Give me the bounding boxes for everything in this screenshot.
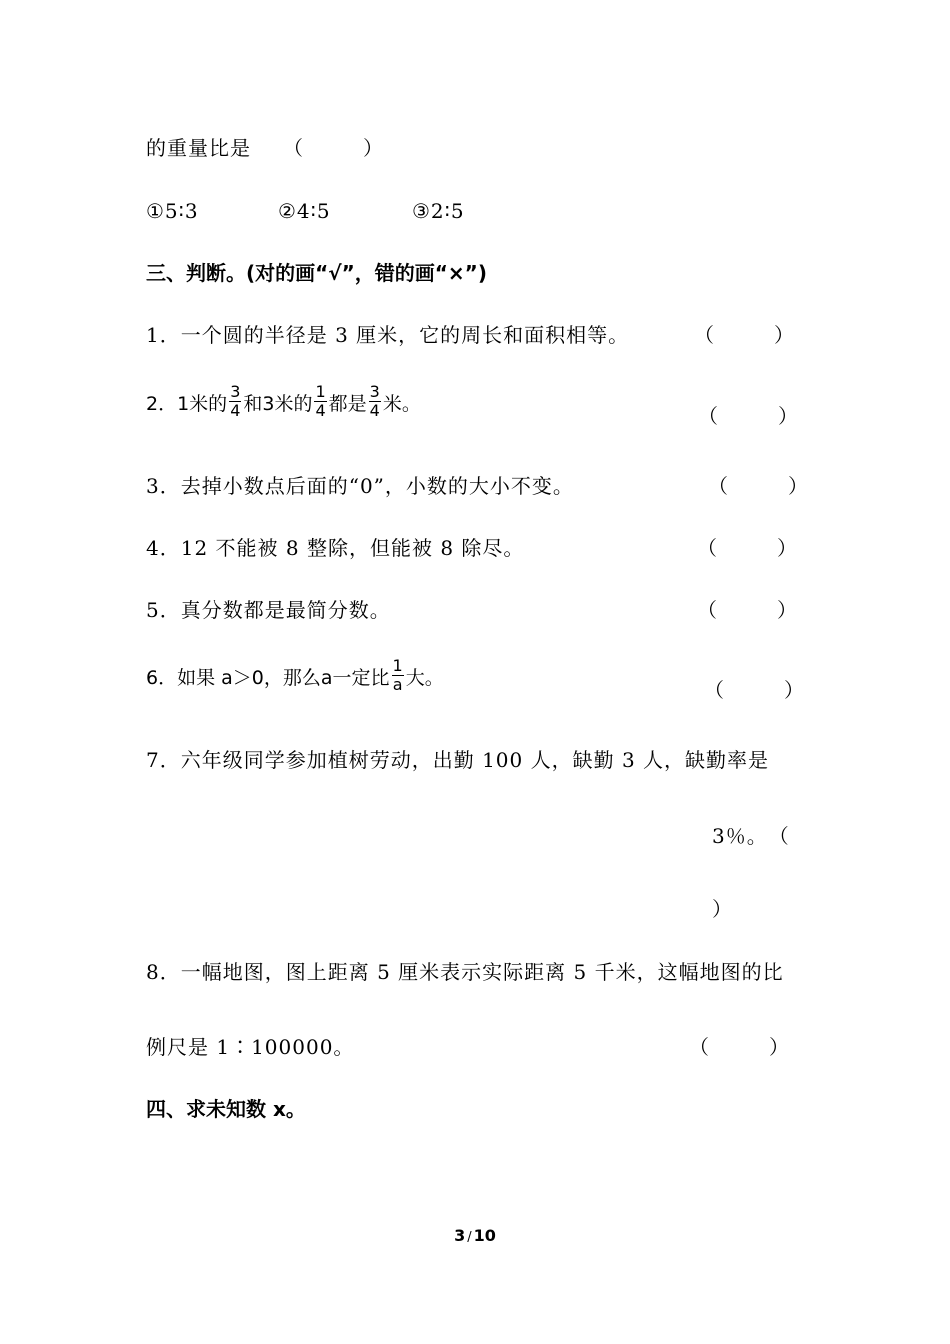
fraction-numerator: 3 — [369, 382, 380, 401]
judge-paren-6: （ ） — [704, 678, 804, 702]
question-tail-text: 的重量比是 — [146, 136, 251, 160]
judge-item-2 — [146, 382, 421, 423]
fraction-numerator: 1 — [392, 656, 403, 675]
fraction-numerator: 3 — [230, 382, 241, 401]
option-2: ②4∶5 — [278, 199, 331, 223]
page-number — [0, 1226, 950, 1245]
judge-item-7-line1: 7．六年级同学参加植树劳动，出勤 100 人，缺勤 3 人，缺勤率是 — [146, 748, 770, 772]
fraction-3-4-b — [369, 383, 381, 420]
judge-item-2-mid2: 都是 — [328, 393, 367, 415]
judge-item-6-suffix: 大。 — [405, 667, 444, 689]
judge-paren-2: （ ） — [698, 404, 798, 428]
fraction-denominator: 4 — [369, 401, 380, 420]
option-1: ①5∶3 — [146, 199, 199, 223]
fraction-denominator: 4 — [230, 401, 241, 420]
fraction-1-a — [392, 657, 404, 694]
judge-item-6-prefix: 6．如果 a＞0，那么a一定比 — [146, 667, 390, 689]
judge-item-6 — [146, 656, 444, 697]
page-total: 10 — [473, 1226, 496, 1245]
fraction-3-4-a — [229, 383, 241, 420]
page-current: 3 — [454, 1226, 466, 1245]
judge-item-2-prefix: 2．1米的 — [146, 393, 228, 415]
section3-heading: 三、判断。(对的画“√”，错的画“×”) — [146, 261, 487, 285]
judge-paren-1: （ ） — [694, 323, 794, 347]
question-tail — [146, 136, 251, 160]
judge-item-2-mid1: 和3米的 — [243, 393, 313, 415]
judge-item-1: 1．一个圆的半径是 3 厘米，它的周长和面积相等。 — [146, 323, 630, 347]
judge-paren-8: （ ） — [689, 1035, 789, 1059]
judge-paren-3: （ ） — [708, 474, 808, 498]
judge-item-7-line2: 3％。 （ — [712, 824, 790, 848]
option-3: ③2∶5 — [412, 199, 465, 223]
judge-item-5: 5．真分数都是最简分数。 — [146, 598, 391, 622]
fraction-1-4 — [314, 383, 326, 420]
page-separator: / — [467, 1230, 472, 1245]
judge-item-3: 3．去掉小数点后面的“0”，小数的大小不变。 — [146, 474, 574, 498]
fraction-denominator: a — [392, 675, 403, 694]
judge-item-4: 4．12 不能被 8 整除，但能被 8 除尽。 — [146, 536, 525, 560]
judge-paren-5: （ ） — [697, 598, 797, 622]
fraction-numerator: 1 — [315, 382, 326, 401]
fraction-denominator: 4 — [315, 401, 326, 420]
answer-paren-prev: （ ） — [283, 136, 383, 160]
judge-item-7-line3: ） — [712, 897, 733, 921]
judge-item-2-suffix: 米。 — [382, 393, 421, 415]
section4-heading: 四、求未知数 x。 — [146, 1097, 306, 1121]
judge-paren-4: （ ） — [697, 536, 797, 560]
judge-item-8-line2: 例尺是 1∶100000。 — [146, 1035, 355, 1059]
judge-item-8-line1: 8．一幅地图，图上距离 5 厘米表示实际距离 5 千米，这幅地图的比 — [146, 960, 784, 984]
